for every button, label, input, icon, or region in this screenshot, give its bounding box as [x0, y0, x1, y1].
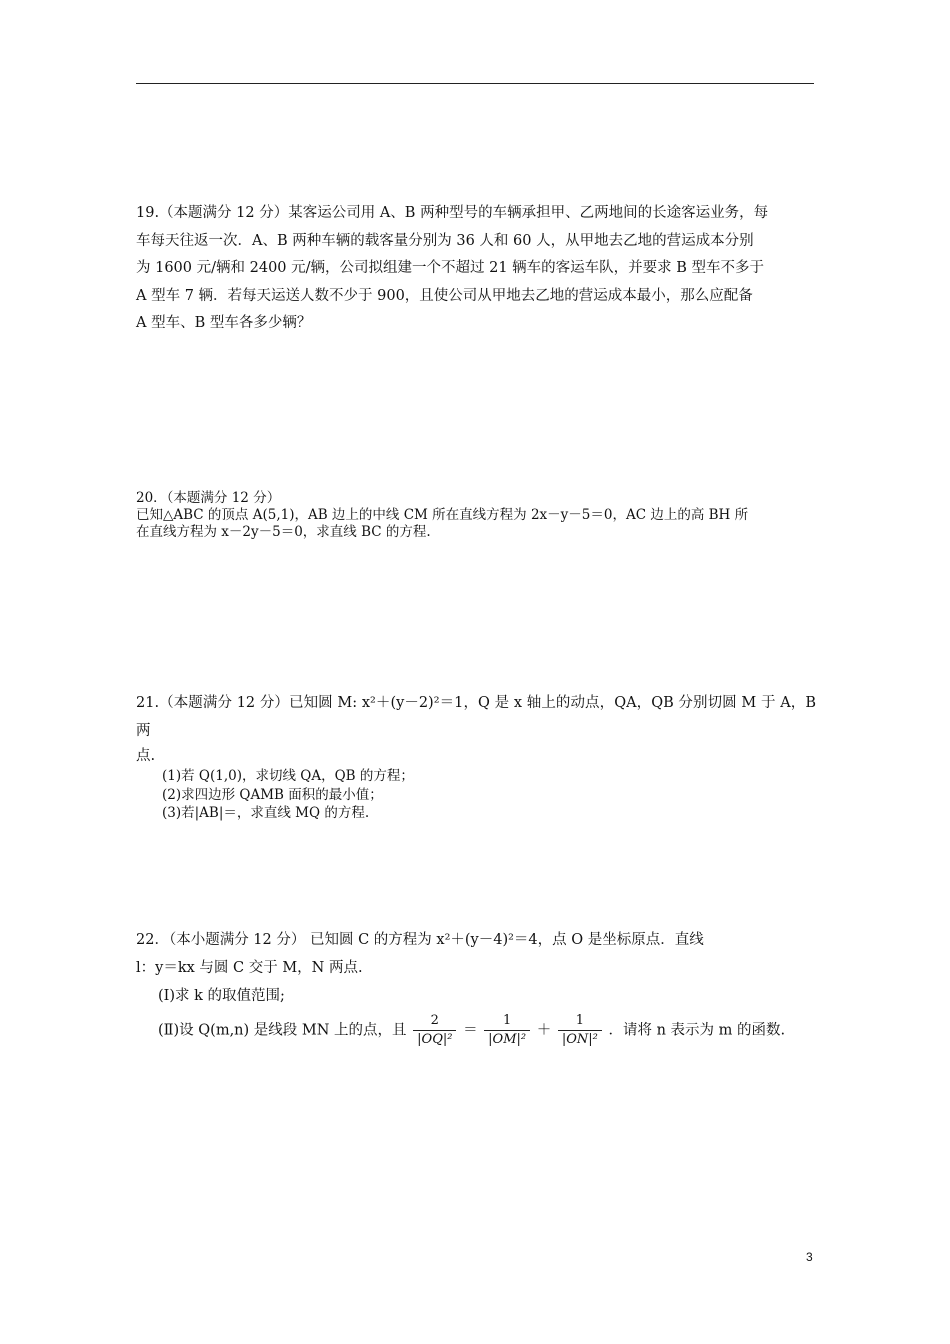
fraction-2-over-oq: [413, 1012, 456, 1049]
equals-sign: ＝: [463, 1022, 478, 1039]
frac2-numerator: 1: [484, 1012, 530, 1031]
q21-item-3: (3)若|AB|＝，求直线 MQ 的方程.: [162, 805, 370, 821]
q19-line-2: 车每天往返一次．A、B 两种车辆的载客量分别为 36 人和 60 人，从甲地去乙地的营运成本分别: [136, 232, 754, 249]
fraction-1-over-on: [558, 1012, 602, 1049]
q19-line-4: A 型车 7 辆．若每天运送人数不少于 900，且使公司从甲地去乙地的营运成本最小，那么应配备: [136, 287, 753, 304]
q22-item-1: (Ⅰ)求 k 的取值范围;: [158, 988, 285, 1004]
q19-line-5: A 型车、B 型车各多少辆？: [136, 315, 312, 331]
q19-line-3: 为 1600 元/辆和 2400 元/辆，公司拟组建一个不超过 21 辆车的客运车队，并要求 B 型车不多于: [136, 260, 765, 276]
frac2-denominator: |OM|²: [488, 1032, 527, 1047]
q20-title: 20．（本题满分 12 分）: [136, 490, 281, 506]
question-22: [136, 926, 816, 1049]
question-21: [136, 690, 816, 823]
q22-item-2: [136, 1012, 816, 1049]
q21-line-1: 21.（本题满分 12 分）已知圆 M: x²＋(y－2)²＝1，Q 是 x 轴上的动点，QA，QB 分别切圆 M 于 A，B 两: [136, 695, 816, 739]
q22-line-1: 22．（本小题满分 12 分） 已知圆 C 的方程为 x²＋(y－4)²＝4，点 O 是坐标原点．直线: [136, 932, 704, 948]
frac3-denominator: |ON|²: [561, 1032, 598, 1047]
q20-line-2: 已知△ABC 的顶点 A(5,1)，AB 边上的中线 CM 所在直线方程为 2x－y－5＝0，AC 边上的高 BH 所: [136, 507, 749, 523]
q21-item-1: (1)若 Q(1,0)，求切线 QA，QB 的方程；: [162, 768, 414, 784]
question-19: [136, 200, 816, 338]
q22-item-2-suffix: ．请将 n 表示为 m 的函数.: [608, 1022, 786, 1039]
fraction-1-over-om: [484, 1012, 530, 1049]
q22-line-2: l：y＝kx 与圆 C 交于 M，N 两点.: [136, 960, 363, 976]
q19-line-1: 19.（本题满分 12 分）某客运公司用 A、B 两种型号的车辆承担甲、乙两地间的长途客运业务，每: [136, 205, 769, 221]
frac3-numerator: 1: [558, 1012, 602, 1031]
page-number: 3: [806, 1250, 813, 1264]
q21-item-2: (2)求四边形 QAMB 面积的最小值；: [162, 786, 383, 803]
q20-line-3: 在直线方程为 x－2y－5＝0，求直线 BC 的方程.: [136, 524, 431, 540]
q22-item-2-prefix: (Ⅱ)设 Q(m,n) 是线段 MN 上的点，且: [158, 1022, 407, 1039]
question-20: [136, 490, 816, 541]
header-rule: [136, 83, 814, 84]
frac1-numerator: 2: [413, 1012, 456, 1031]
q21-line-2: 点.: [136, 748, 156, 764]
plus-sign: ＋: [536, 1022, 552, 1039]
frac1-denominator: |OQ|²: [417, 1032, 453, 1047]
